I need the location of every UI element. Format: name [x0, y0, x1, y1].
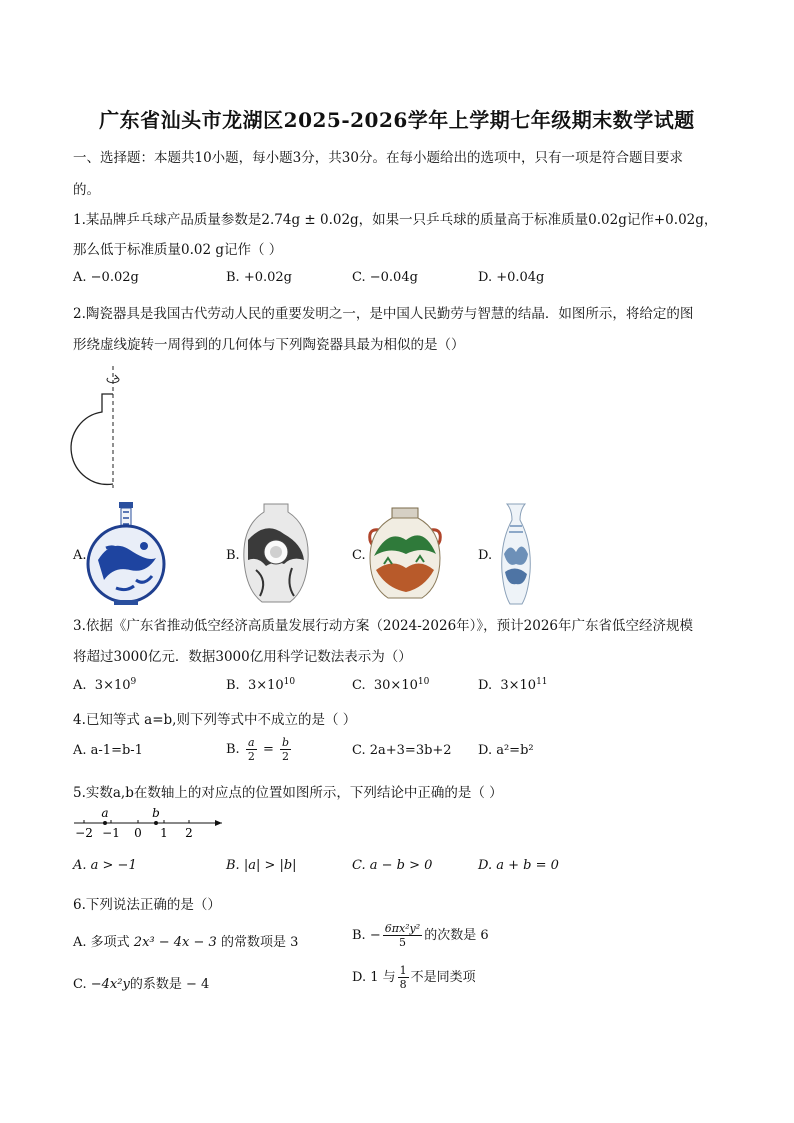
- q3-option-a: [73, 677, 136, 693]
- vase-c-image: [364, 506, 446, 604]
- q1-option-b: B. +0.02g: [226, 270, 292, 285]
- q6-option-c-expr: −4x²y: [90, 977, 130, 992]
- q4-frac-b: [280, 736, 291, 763]
- q1-option-c: C. −0.04g: [352, 270, 418, 285]
- q6-option-c-post: 的系数是 − 4: [129, 977, 210, 992]
- q6-option-d: [352, 964, 476, 991]
- q3-option-c-base: 30×10: [373, 678, 418, 693]
- q4-option-c: C. 2a+3=3b+2: [352, 743, 452, 758]
- q4-frac-a-den: 2: [247, 750, 255, 763]
- q1-stem-line2: 那么低于标准质量0.02 g记作（ ）: [73, 242, 283, 258]
- q3-option-d-base: 3×10: [500, 678, 537, 693]
- q6-option-b: [352, 922, 489, 949]
- q4-frac-b-den: 2: [282, 750, 290, 763]
- q6-option-b-num: 6πx²y²: [384, 922, 421, 935]
- tick-label-0: 0: [134, 826, 142, 840]
- q6-option-a: [73, 931, 298, 950]
- q2-option-a-label: A.: [73, 548, 87, 563]
- q6-option-b-pre: B. −: [352, 928, 381, 943]
- vase-b-image: [236, 500, 316, 606]
- vase-d-image: [496, 502, 536, 606]
- q4-frac-a-num: a: [246, 736, 257, 750]
- q6-option-a-post: 的常数项是 3: [220, 935, 299, 950]
- q4-option-d: D. a²=b²: [478, 743, 534, 758]
- q4-frac-b-num: b: [282, 736, 290, 749]
- q3-option-b: [226, 677, 295, 693]
- figure-outline: [71, 394, 113, 484]
- q3-stem-line1: 3.依据《广东省推动低空经济高质量发展行动方案（2024-2026年）》，预计2026年广东省低空经济规模: [73, 618, 694, 634]
- number-line: [70, 804, 232, 840]
- q2-option-d-label: D.: [478, 548, 493, 563]
- q6-stem: 6.下列说法正确的是（）: [73, 897, 221, 913]
- q6-option-b-frac: [383, 922, 422, 949]
- point-a: [103, 821, 107, 825]
- q6-option-b-post: 的次数是 6: [424, 928, 489, 943]
- q4-option-a: A. a-1=b-1: [73, 743, 143, 758]
- point-b: [154, 821, 158, 825]
- arrowhead-icon: [114, 375, 118, 379]
- q6-option-d-den: 8: [399, 978, 407, 991]
- q4-frac-a: [246, 736, 257, 763]
- page-title: 广东省汕头市龙湖区2025-2026学年上学期七年级期末数学试题: [99, 108, 695, 132]
- tick-label-minus2: −2: [75, 826, 93, 840]
- q1-stem-line1: 1.某品牌乒乓球产品质量参数是2.74g ± 0.02g，如果一只乒乓球的质量高于标准质量0.02g记作+0.02g，: [73, 212, 718, 228]
- q5-option-d: D. a + b = 0: [478, 858, 559, 873]
- q5-stem: 5.实数a,b在数轴上的对应点的位置如图所示，下列结论中正确的是（ ）: [73, 785, 503, 801]
- q6-option-b-den: 5: [398, 936, 406, 949]
- q2-stem-line2: 形绕虚线旋转一周得到的几何体与下列陶瓷器具最为相似的是（）: [73, 337, 465, 353]
- q6-option-c: [73, 973, 209, 992]
- q6-option-d-pre: D. 1 与: [352, 970, 396, 985]
- q1-option-d: D. +0.04g: [478, 270, 545, 285]
- q3-option-d-exp: 11: [536, 677, 548, 687]
- q6-option-d-num: 1: [399, 964, 407, 977]
- q2-option-b-label: B.: [226, 548, 240, 563]
- q2-option-c-label: C.: [352, 548, 366, 563]
- section-instructions-line1: 一、选择题：本题共10小题，每小题3分，共30分。在每小题给出的选项中，只有一项是符合题目要求: [73, 150, 683, 166]
- q5-option-b: B. |a| > |b|: [226, 858, 297, 873]
- q5-option-c: C. a − b > 0: [352, 858, 433, 873]
- q6-option-d-frac: [398, 964, 409, 991]
- q3-option-d: [478, 677, 548, 693]
- q2-stem-line1: 2.陶瓷器具是我国古代劳动人民的重要发明之一，是中国人民勤劳与智慧的结晶．如图所示，将给定的图: [73, 306, 694, 322]
- q3-option-b-base: 3×10: [247, 678, 284, 693]
- q3-option-c-exp: 10: [417, 677, 430, 687]
- q3-option-c: [352, 677, 429, 693]
- q1-option-a: A. −0.02g: [73, 270, 139, 285]
- q3-option-a-label: A.: [73, 678, 87, 693]
- point-a-label: a: [101, 806, 109, 820]
- tick-label-2: 2: [185, 826, 193, 840]
- q6-option-a-expr: 2x³ − 4x − 3: [133, 935, 217, 950]
- tick-label-1: 1: [160, 826, 168, 840]
- q6-option-a-pre: A. 多项式: [73, 935, 130, 950]
- vase-a-image: [86, 500, 166, 606]
- q4-stem: 4.已知等式 a=b,则下列等式中不成立的是（ ）: [73, 712, 357, 728]
- q3-option-b-exp: 10: [283, 677, 296, 687]
- number-line-arrow-icon: [215, 820, 222, 826]
- point-b-label: b: [152, 806, 160, 820]
- q4-option-b-label: B.: [226, 742, 240, 757]
- q4-option-b: B. $\frac{a}{2}$ = $\frac{b}{2}$: [226, 736, 290, 763]
- q3-option-a-base: 3×10: [94, 678, 131, 693]
- section-instructions-line2: 的。: [73, 182, 100, 198]
- q3-option-a-exp: 9: [130, 677, 137, 687]
- q5-option-a: A. a > −1: [73, 858, 137, 873]
- rotation-figure: [66, 364, 128, 492]
- tick-label-minus1: −1: [102, 826, 120, 840]
- q6-option-c-pre: C.: [73, 977, 87, 992]
- q3-option-c-label: C.: [352, 678, 366, 693]
- q3-option-d-label: D.: [478, 678, 493, 693]
- q6-option-d-post: 不是同类项: [410, 970, 476, 985]
- q3-stem-line2: 将超过3000亿元．数据3000亿用科学记数法表示为（）: [73, 649, 412, 665]
- q3-option-b-label: B.: [226, 678, 240, 693]
